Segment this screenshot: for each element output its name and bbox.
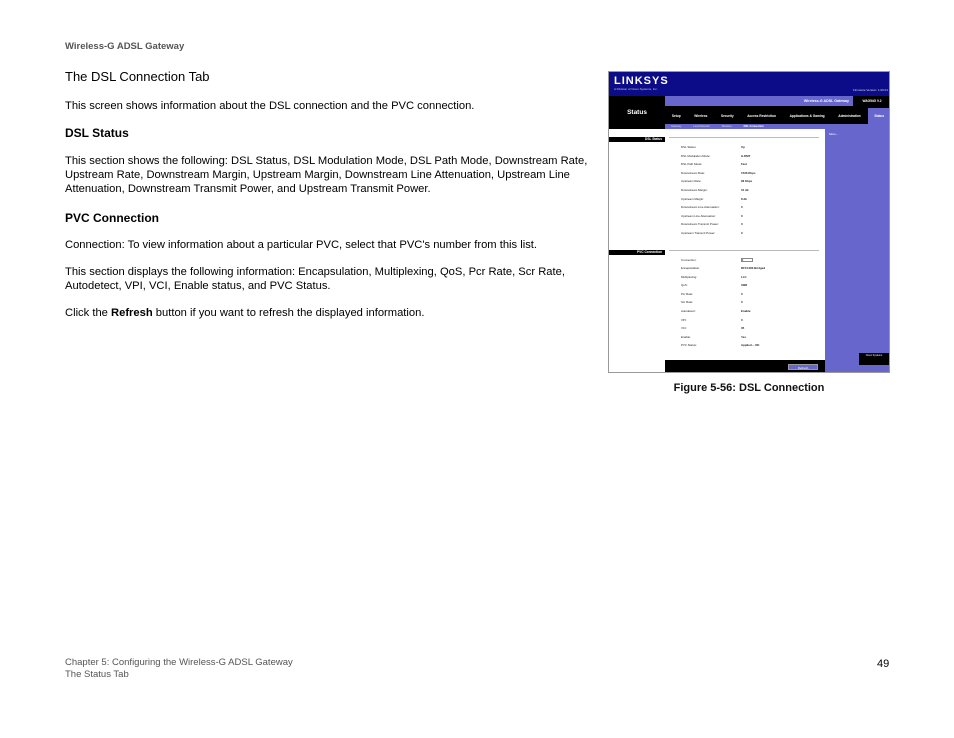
tab-status[interactable]: Status — [868, 108, 890, 124]
dsl-status-row-value: 8 db — [741, 196, 747, 201]
dsl-status-heading: DSL Status — [65, 126, 129, 140]
product-name: Wireless-G ADSL Gateway — [665, 96, 853, 106]
pvc-row — [681, 266, 821, 271]
dsl-status-row-value: 31 db — [741, 188, 749, 192]
pvc-row-label: QoS: — [681, 283, 688, 288]
pvc-row — [681, 283, 821, 288]
help-column — [825, 129, 890, 373]
dsl-status-row-value: 0 — [741, 222, 743, 227]
tab-security[interactable]: Security — [721, 114, 734, 118]
dsl-status-row — [681, 179, 821, 184]
model-number: WAG54G V.2 — [862, 99, 882, 103]
dsl-status-row — [681, 197, 821, 202]
divider — [669, 250, 819, 251]
pvc-row-value: LLC — [741, 274, 747, 279]
pvc-row-value: Enable — [741, 309, 751, 313]
dsl-status-row-value: 0 — [741, 231, 743, 235]
subtab-gateway[interactable]: Gateway — [671, 125, 682, 128]
dsl-status-row-value: G.DMT — [741, 153, 751, 158]
section-title: The DSL Connection Tab — [65, 69, 210, 84]
pvc-row — [681, 275, 821, 280]
dsl-status-row-label: Downstream Margin: — [681, 188, 708, 192]
main-tabs — [665, 108, 890, 124]
linksys-logo: LINKSYS — [614, 75, 669, 87]
pvc-row — [681, 335, 821, 340]
subtab-local-network[interactable]: Local Network — [693, 125, 710, 128]
dsl-status-row-label: Upstream Transmit Power: — [681, 231, 716, 235]
dsl-status-row-label: DSL Modulation Mode: — [681, 153, 711, 158]
refresh-paragraph: Click the Refresh button if you want to refresh the displayed information. — [65, 307, 425, 319]
pvc-row-label: PVC Status: — [681, 343, 697, 348]
tab-applications-gaming[interactable]: Applications & Gaming — [789, 114, 825, 118]
pvc-row-label: Autodetect: — [681, 309, 696, 313]
pvc-row — [681, 300, 821, 305]
pvc-row-label: Multiplexing: — [681, 274, 698, 279]
dsl-status-row-value: Up — [741, 145, 745, 149]
pvc-row — [681, 318, 821, 323]
pvc-connection-paragraph: Connection: To view information about a particular PVC, select that PVC's number from this list. — [65, 239, 538, 251]
dsl-status-row-label: Downstream Rate: — [681, 170, 705, 175]
figure-caption: Figure 5-56: DSL Connection — [673, 382, 825, 394]
dsl-connection-screenshot — [608, 71, 890, 373]
subtab-wireless[interactable]: Wireless — [721, 125, 732, 128]
tab-wireless[interactable]: Wireless — [694, 114, 708, 118]
dsl-status-row-label: DSL Status: — [681, 145, 697, 149]
section-name: Status — [627, 109, 647, 116]
dsl-status-row-value: 0 — [741, 205, 743, 210]
pvc-row-value: UBR — [741, 283, 748, 288]
connection-label: Connection: — [681, 258, 697, 262]
more-link[interactable]: More... — [829, 132, 839, 136]
pvc-row-label: Pcr Rate: — [681, 291, 694, 296]
pvc-connection-heading: PVC Connection — [65, 211, 160, 225]
pvc-row — [681, 326, 821, 331]
footer-section: The Status Tab — [65, 669, 129, 680]
dsl-status-row-label: Upstream Margin: — [681, 196, 704, 201]
pvc-row-value: 0 — [741, 317, 743, 322]
dsl-status-row — [681, 231, 821, 236]
connection-select[interactable]: 1 — [741, 258, 753, 262]
divider — [669, 137, 819, 138]
dsl-status-row — [681, 145, 821, 150]
running-header: Wireless-G ADSL Gateway — [65, 41, 185, 52]
pvc-row-label: VPI: — [681, 317, 687, 322]
pvc-row-value: RFC1483 Bridged — [741, 266, 766, 270]
logo-subtitle: A Division of Cisco Systems, Inc. — [614, 87, 658, 91]
pvc-row — [681, 292, 821, 297]
dsl-status-paragraph: This section shows the following: DSL Status, DSL Modulation Mode, DSL Path Mode, Downstream Rate, Upstream Rate, Downstream Margin, Upstream Margin, Downstream Line Attenuation, Upstream Line Attenuation, Downstream Transmit Power, and Upstream Transmit Power. — [65, 155, 588, 195]
pvc-row-value: 0 — [741, 300, 743, 305]
logo-bar — [609, 72, 890, 96]
dsl-status-row — [681, 214, 821, 219]
dsl-status-row-label: Upstream Line Attenuation: — [681, 213, 716, 218]
pvc-row-value: Applied -- OK — [741, 343, 760, 348]
dsl-status-row-label: Upstream Rate: — [681, 179, 702, 184]
dsl-status-row — [681, 205, 821, 210]
dsl-status-row — [681, 222, 821, 227]
dsl-status-row-value: 1536 Kbps — [741, 170, 756, 175]
tab-access-restriction[interactable]: Access Restriction — [747, 114, 776, 118]
footer-chapter: Chapter 5: Configuring the Wireless-G ADSL Gateway — [65, 657, 293, 668]
dsl-status-row-value: 0 — [741, 213, 743, 218]
dsl-status-row — [681, 154, 821, 159]
pvc-row — [681, 309, 821, 314]
pvc-row-label: Enable: — [681, 334, 691, 339]
pvc-row-value: Yes — [741, 334, 746, 339]
dsl-status-row-value: Fast — [741, 162, 747, 167]
left-column — [609, 129, 665, 373]
page-number: 49 — [877, 658, 890, 670]
pvc-info-paragraph: This section displays the following information: Encapsulation, Multiplexing, QoS, Pcr Rate, Scr Rate, Autodetect, VPI, VCI, Enable status, and PVC Status. — [65, 266, 565, 292]
intro-paragraph: This screen shows information about the DSL connection and the PVC connection. — [65, 100, 475, 112]
connection-row — [681, 258, 821, 263]
dsl-status-row-label: Downstream Transmit Power: — [681, 222, 719, 227]
pvc-connection-label: PVC Connection — [609, 250, 665, 255]
dsl-status-row — [681, 162, 821, 167]
dsl-status-label: DSL Status — [609, 137, 665, 142]
refresh-button[interactable]: Refresh — [788, 364, 818, 370]
pvc-row-label: Scr Rate: — [681, 300, 694, 305]
refresh-bold-term: Refresh — [111, 307, 153, 319]
pvc-row-label: Encapsulation: — [681, 266, 700, 270]
dsl-status-row-label: Downstream Line Attenuation: — [681, 205, 720, 210]
dsl-status-row — [681, 188, 821, 193]
tab-administration[interactable]: Administration — [838, 114, 861, 118]
dsl-status-row — [681, 171, 821, 176]
pvc-row-value: 35 — [741, 326, 745, 331]
pvc-row-label: VCI: — [681, 326, 687, 331]
pvc-row — [681, 343, 821, 348]
dsl-status-row-label: DSL Path Mode: — [681, 162, 703, 167]
subtab-dsl-connection[interactable]: DSL Connection — [743, 125, 764, 128]
pvc-row-value: 0 — [741, 291, 743, 296]
tab-setup[interactable]: Setup — [671, 114, 681, 118]
footer — [65, 657, 293, 681]
cisco-logo: Cisco Systems — [859, 353, 889, 365]
firmware-version: Firmware Version: 1.00.01 — [852, 88, 888, 92]
dsl-status-row-value: 96 Kbps — [741, 179, 753, 184]
